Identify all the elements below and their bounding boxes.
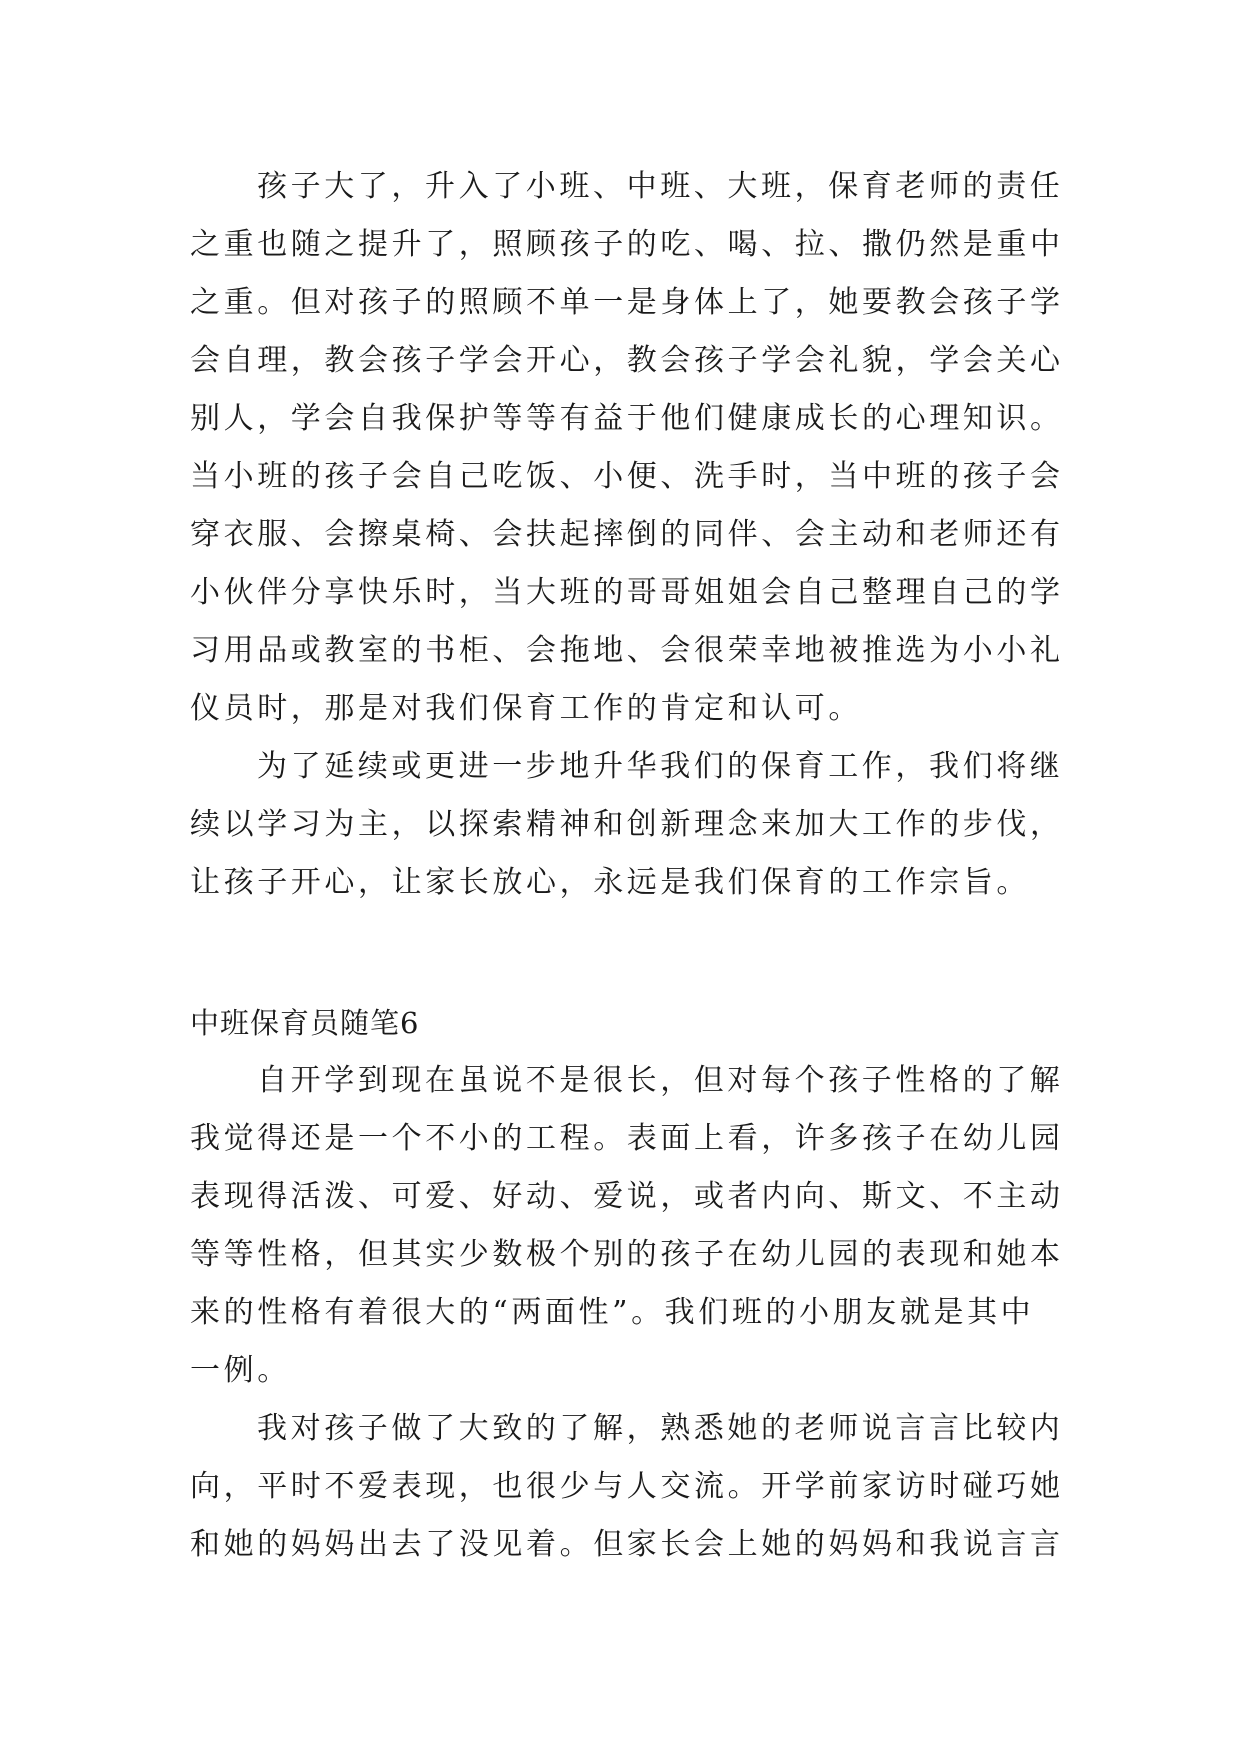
text-line: 为了延续或更进一步地升华我们的保育工作，我们将继 — [257, 749, 1064, 784]
text-line: 别人，学会自我保护等等有益于他们健康成长的心理知识。 — [190, 401, 1064, 436]
text-line: 一例。 — [190, 1353, 291, 1388]
text-line: 让孩子开心，让家长放心，永远是我们保育的工作宗旨。 — [190, 865, 1030, 900]
document-body — [190, 158, 1064, 1574]
text-line: 续以学习为主，以探索精神和创新理念来加大工作的步伐， — [190, 807, 1064, 842]
blank-line — [190, 912, 1050, 994]
text-line: 表现得活泼、可爱、好动、爱说，或者内向、斯文、不主动 — [190, 1179, 1064, 1214]
section-title: 中班保育员随笔6 — [190, 1006, 420, 1040]
text-line: 小伙伴分享快乐时，当大班的哥哥姐姐会自己整理自己的学 — [190, 575, 1064, 610]
text-line: 之重。但对孩子的照顾不单一是身体上了，她要教会孩子学 — [190, 285, 1064, 320]
text-line: 穿衣服、会擦桌椅、会扶起摔倒的同伴、会主动和老师还有 — [190, 517, 1064, 552]
text-line: 来的性格有着很大的“两面性”。我们班的小朋友就是其中 — [190, 1295, 1035, 1330]
text-line: 习用品或教室的书柜、会拖地、会很荣幸地被推选为小小礼 — [190, 633, 1064, 668]
text-line: 我觉得还是一个不小的工程。表面上看，许多孩子在幼儿园 — [190, 1121, 1064, 1156]
paragraph — [190, 1400, 1064, 1574]
text-line: 自开学到现在虽说不是很长，但对每个孩子性格的了解 — [257, 1063, 1064, 1098]
text-line: 和她的妈妈出去了没见着。但家长会上她的妈妈和我说言言 — [190, 1527, 1064, 1562]
text-line: 孩子大了，升入了小班、中班、大班，保育老师的责任 — [257, 169, 1064, 204]
text-line: 等等性格，但其实少数极个别的孩子在幼儿园的表现和她本 — [190, 1237, 1064, 1272]
text-line: 会自理，教会孩子学会开心，教会孩子学会礼貌，学会关心 — [190, 343, 1064, 378]
paragraph — [190, 158, 1064, 738]
text-line: 仪员时，那是对我们保育工作的肯定和认可。 — [190, 691, 862, 726]
text-line: 我对孩子做了大致的了解，熟悉她的老师说言言比较内 — [257, 1411, 1064, 1446]
text-line: 之重也随之提升了，照顾孩子的吃、喝、拉、撒仍然是重中 — [190, 227, 1064, 262]
text-line: 当小班的孩子会自己吃饭、小便、洗手时，当中班的孩子会 — [190, 459, 1064, 494]
paragraph — [190, 1052, 1064, 1400]
paragraph — [190, 738, 1064, 912]
text-line: 向，平时不爱表现，也很少与人交流。开学前家访时碰巧她 — [190, 1469, 1064, 1504]
